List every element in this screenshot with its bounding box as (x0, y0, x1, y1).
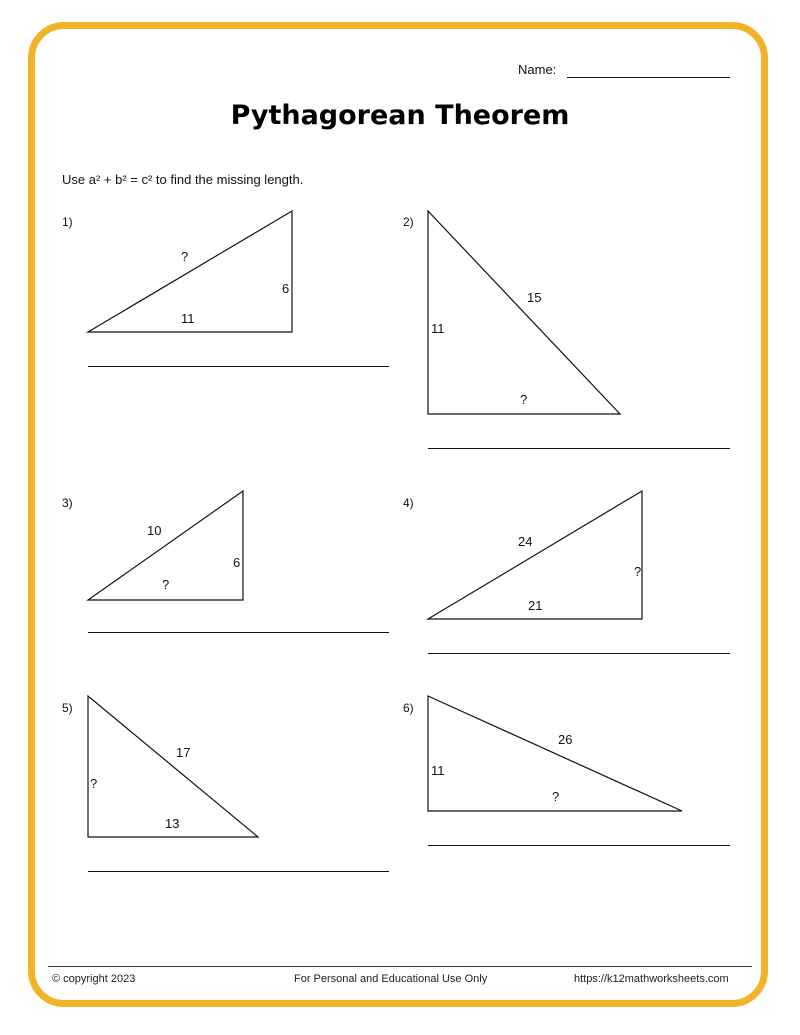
side-label-hypotenuse: 17 (176, 745, 191, 760)
side-label-horizontal: 13 (165, 816, 180, 831)
problem-number: 4) (403, 496, 414, 510)
side-label-vertical: 6 (233, 555, 241, 570)
side-label-vertical: ? (634, 564, 642, 579)
side-label-hypotenuse: 10 (147, 523, 162, 538)
problem-number: 2) (403, 215, 414, 229)
usage-text: For Personal and Educational Use Only (294, 973, 488, 985)
problem-number: 5) (62, 701, 73, 715)
footer-divider (48, 966, 752, 967)
side-label-vertical: 11 (431, 763, 445, 778)
website-link[interactable]: https://k12mathworksheets.com (574, 973, 729, 985)
problem-number: 6) (403, 701, 414, 715)
side-label-hypotenuse: ? (181, 249, 189, 264)
side-label-hypotenuse: 24 (518, 534, 533, 549)
problem-number: 1) (62, 215, 73, 229)
worksheet-title: Pythagorean Theorem (230, 100, 570, 131)
side-label-horizontal: 11 (181, 311, 195, 326)
instructions: Use a² + b² = c² to find the missing length. (62, 172, 304, 187)
side-label-vertical: ? (90, 776, 98, 791)
side-label-horizontal: 21 (528, 598, 543, 613)
side-label-vertical: 6 (282, 281, 290, 296)
side-label-horizontal: ? (552, 789, 560, 804)
side-label-horizontal: ? (162, 577, 170, 592)
problem-number: 3) (62, 496, 73, 510)
name-label: Name: (518, 62, 557, 77)
side-label-hypotenuse: 15 (527, 290, 542, 305)
side-label-hypotenuse: 26 (558, 732, 573, 747)
answer-line (428, 845, 730, 846)
side-label-horizontal: ? (520, 392, 528, 407)
copyright-text: © copyright 2023 (52, 973, 136, 985)
side-label-vertical: 11 (431, 321, 445, 336)
